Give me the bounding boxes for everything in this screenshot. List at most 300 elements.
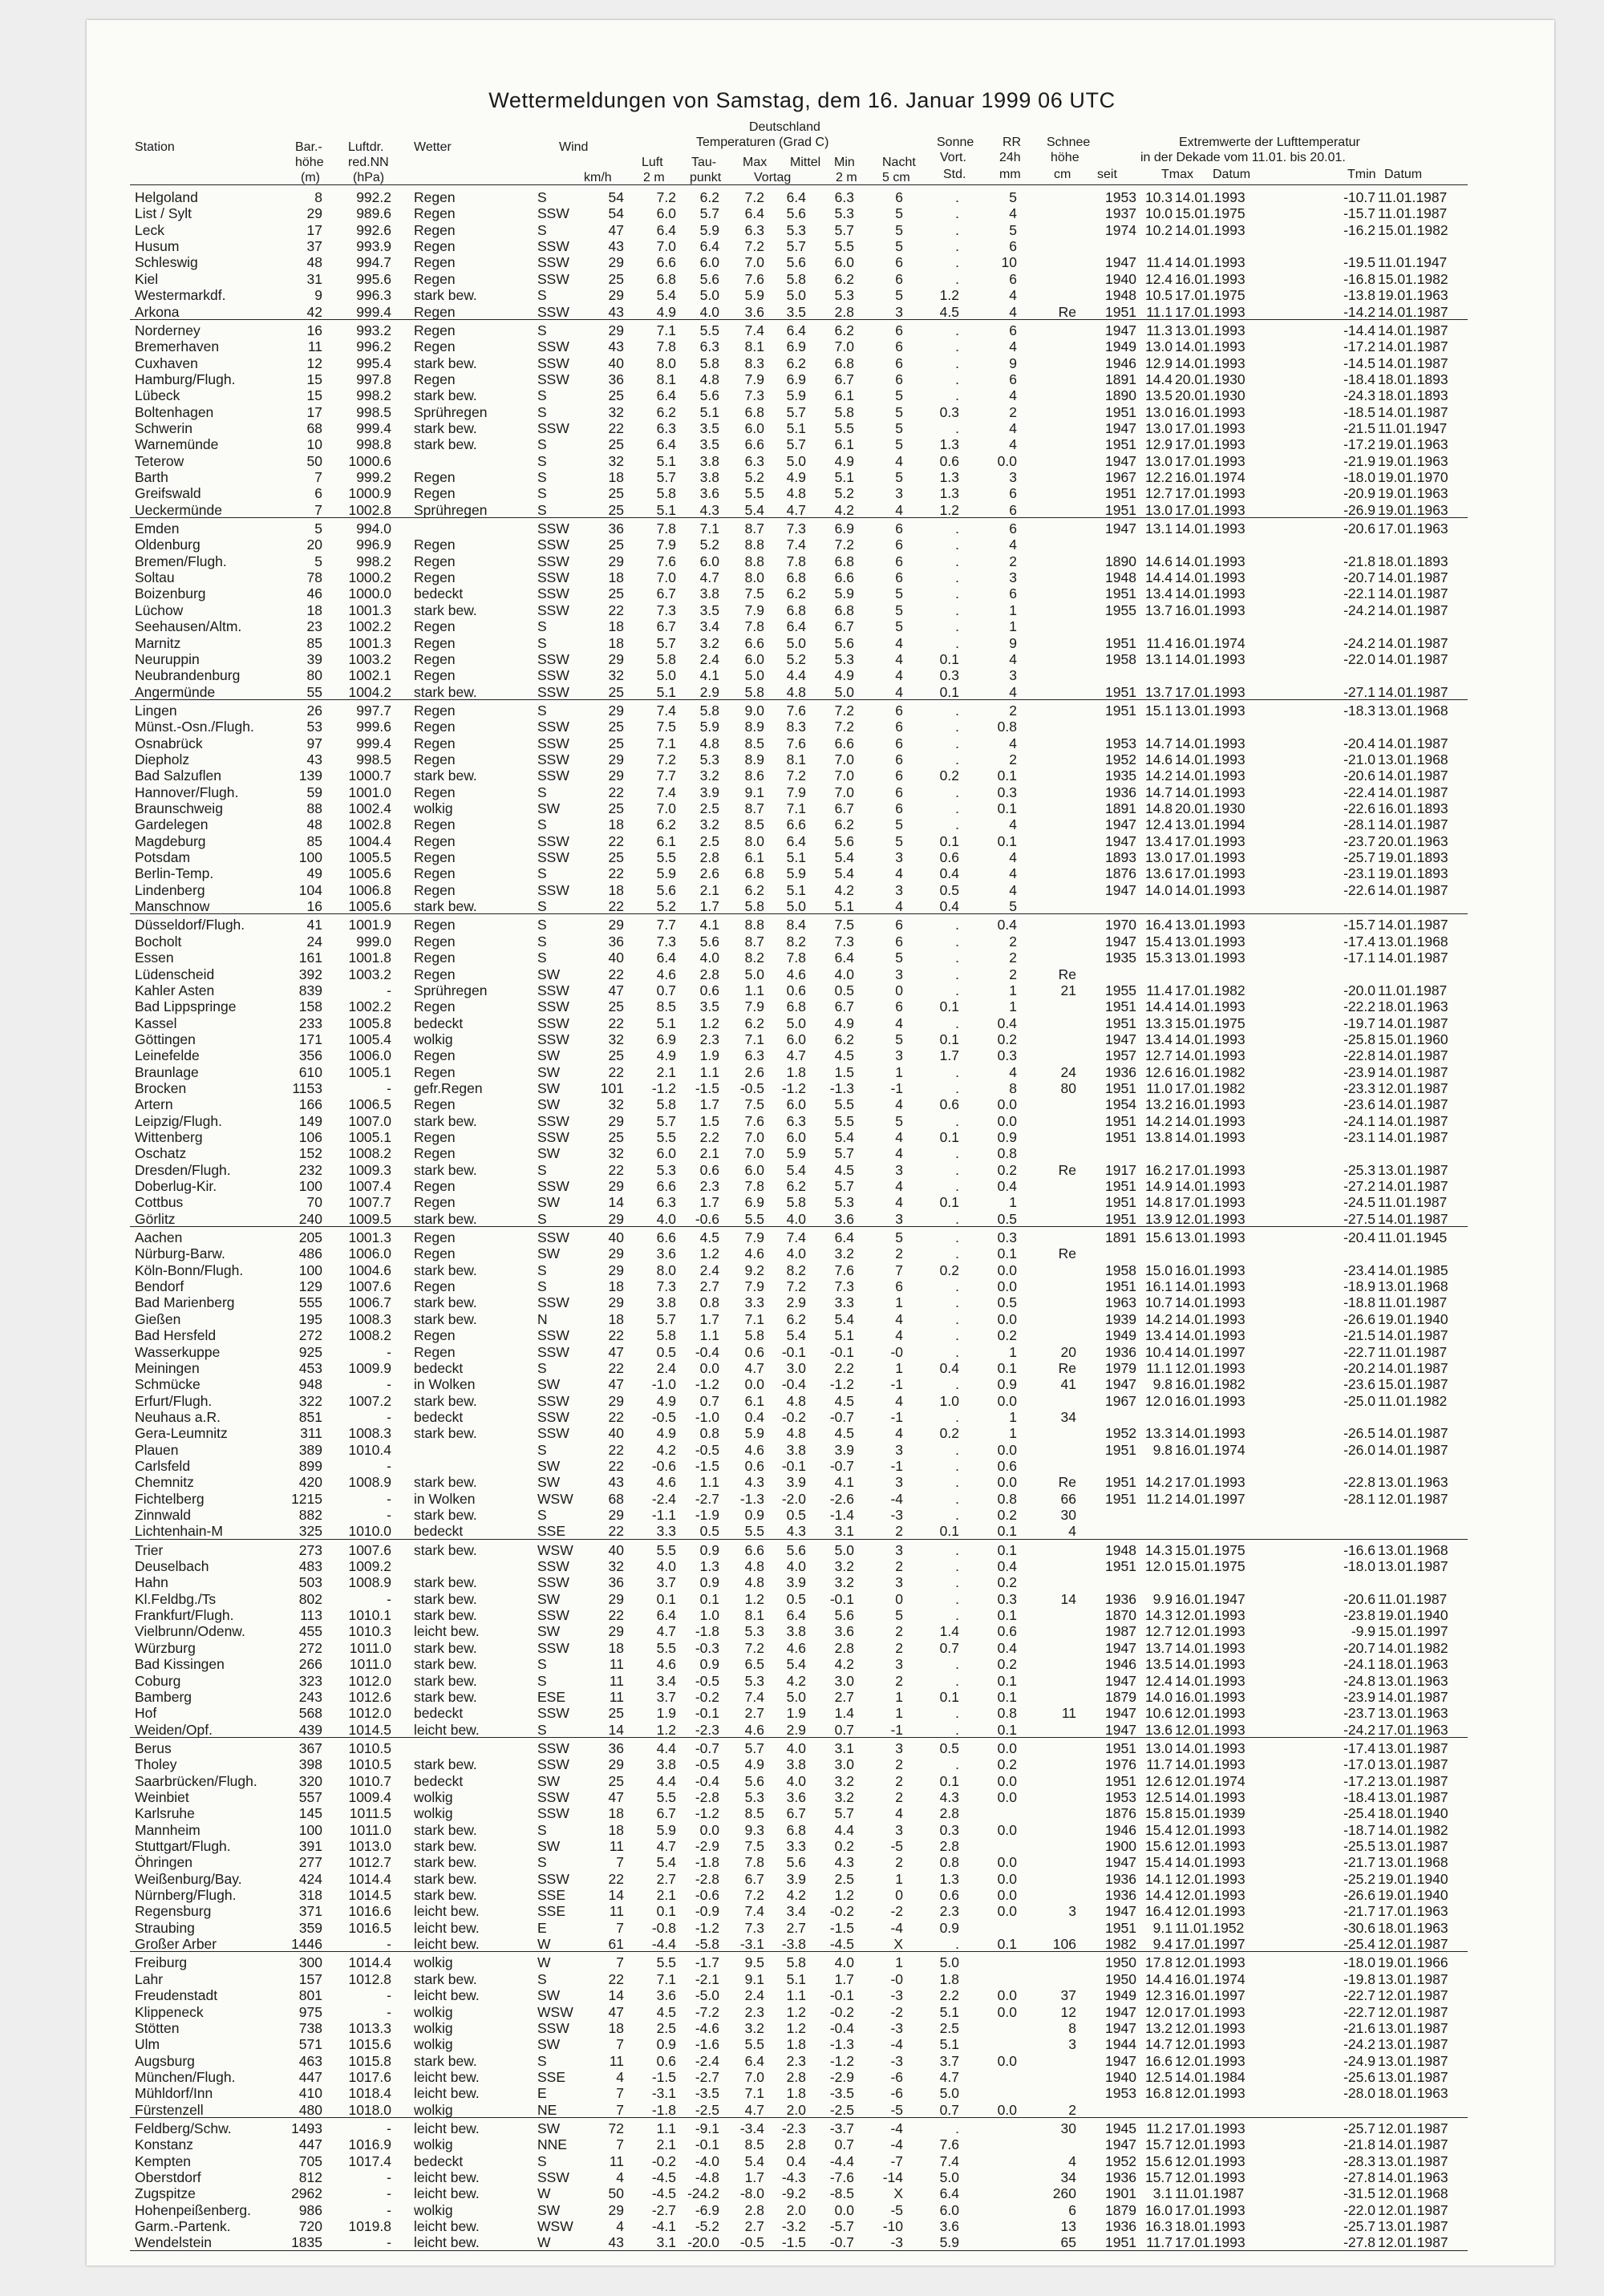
cell-wind-speed: 68 xyxy=(608,1490,624,1507)
cell-height: 152 xyxy=(298,1145,322,1162)
cell-tmin: -26.5 xyxy=(1343,1425,1375,1442)
cell-tmax: 15.7 xyxy=(1144,2136,1173,2153)
station-row xyxy=(0,1523,1604,1539)
cell-wind-dir: W xyxy=(537,2234,551,2251)
cell-night-ground: 4 xyxy=(895,1145,903,1162)
cell-mean-temp: 2.9 xyxy=(786,1721,806,1738)
cell-since: 1947 xyxy=(1105,1639,1136,1656)
cell-air-temp: 4.9 xyxy=(656,303,676,320)
cell-since: 1891 xyxy=(1105,1229,1136,1245)
cell-dewpoint: 4.8 xyxy=(699,371,719,387)
cell-dewpoint: -2.9 xyxy=(695,1838,719,1854)
cell-dewpoint: -1.5 xyxy=(695,1079,719,1096)
cell-min-temp: 0.2 xyxy=(834,1838,854,1854)
cell-max-temp: 3.2 xyxy=(744,2019,764,2036)
cell-since: 1936 xyxy=(1105,1063,1136,1080)
cell-min-temp: 7.0 xyxy=(834,751,854,767)
cell-tmin-date: 12.01.1987 xyxy=(1378,1987,1448,2004)
cell-height: 272 xyxy=(298,1639,322,1656)
header-tmax-date: Datum xyxy=(1213,168,1251,181)
cell-height: 398 xyxy=(298,1756,322,1773)
cell-tmin: -24.3 xyxy=(1343,387,1375,404)
cell-precipitation: 9 xyxy=(1009,634,1017,651)
cell-since: 1958 xyxy=(1105,650,1136,667)
cell-mean-temp: 5.4 xyxy=(786,1656,806,1673)
cell-since: 1951 xyxy=(1105,436,1136,453)
cell-height: 100 xyxy=(298,1178,322,1194)
cell-min-temp: 6.7 xyxy=(834,371,854,387)
cell-since: 1951 xyxy=(1105,585,1136,602)
cell-precipitation: 0.4 xyxy=(997,1178,1017,1194)
cell-tmin: -22.0 xyxy=(1343,650,1375,667)
cell-pressure: 1012.0 xyxy=(348,1705,391,1722)
cell-tmin-date: 14.01.1987 xyxy=(1378,650,1448,667)
cell-tmax-date: 16.01.1993 xyxy=(1175,1261,1246,1278)
cell-air-temp: 5.5 xyxy=(656,849,676,865)
cell-height: 1835 xyxy=(291,2234,322,2251)
cell-tmin-date: 14.01.1987 xyxy=(1378,1178,1448,1194)
cell-height: 1446 xyxy=(291,1936,322,1953)
cell-max-temp: 4.6 xyxy=(744,1721,764,1738)
cell-wind-speed: 18 xyxy=(608,1310,624,1327)
cell-tmin: -26.0 xyxy=(1343,1441,1375,1458)
cell-tmin: -25.8 xyxy=(1343,1031,1375,1047)
cell-station: Kahler Asten xyxy=(135,982,215,998)
cell-since: 1951 xyxy=(1105,1178,1136,1194)
cell-mean-temp: -3.2 xyxy=(781,2218,806,2234)
cell-wind-speed: 25 xyxy=(608,270,624,287)
cell-tmin: -24.2 xyxy=(1343,2036,1375,2053)
cell-pressure: 1001.9 xyxy=(348,917,391,933)
cell-since: 1953 xyxy=(1105,2085,1136,2102)
cell-max-temp: -0.5 xyxy=(739,1079,764,1096)
group-separator xyxy=(130,1226,1468,1227)
station-row xyxy=(0,1854,1604,1870)
cell-tmax: 13.0 xyxy=(1144,849,1173,865)
cell-night-ground: -1 xyxy=(890,1721,903,1738)
cell-snow-depth: 4 xyxy=(1068,1523,1076,1540)
cell-sunshine: . xyxy=(955,322,959,338)
cell-precipitation: 0.8 xyxy=(997,1705,1017,1722)
cell-sunshine: 1.8 xyxy=(939,1970,959,1987)
cell-height: 149 xyxy=(298,1112,322,1129)
cell-pressure: 999.4 xyxy=(356,303,391,320)
cell-weather: stark bew. xyxy=(414,1261,477,1278)
cell-tmin-date: 11.01.1987 xyxy=(1378,1194,1448,1211)
cell-station: Bad Hersfeld xyxy=(135,1327,217,1344)
cell-dewpoint: 0.6 xyxy=(699,982,719,998)
cell-weather: Regen xyxy=(414,865,456,882)
cell-wind-dir: SW xyxy=(537,1772,561,1789)
cell-tmax-date: 13.01.1993 xyxy=(1175,950,1246,966)
cell-min-temp: -1.3 xyxy=(829,2036,854,2053)
cell-dewpoint: -1.6 xyxy=(695,2036,719,2053)
cell-sunshine: 4.5 xyxy=(939,303,959,320)
station-row xyxy=(0,1822,1604,1838)
cell-max-temp: 4.9 xyxy=(744,1756,764,1773)
cell-since: 1891 xyxy=(1105,800,1136,816)
cell-tmin-date: 14.01.1987 xyxy=(1378,917,1448,933)
cell-tmax: 15.8 xyxy=(1144,1805,1173,1822)
cell-wind-speed: 47 xyxy=(608,1376,624,1393)
cell-wind-dir: SW xyxy=(537,800,561,816)
cell-mean-temp: 5.2 xyxy=(786,650,806,667)
cell-height: 129 xyxy=(298,1278,322,1295)
cell-tmin: -24.2 xyxy=(1343,601,1375,618)
cell-pressure: 1002.8 xyxy=(348,501,391,518)
cell-weather: leicht bew. xyxy=(414,1721,480,1738)
cell-tmin: -24.8 xyxy=(1343,1672,1375,1689)
cell-min-temp: 2.8 xyxy=(834,303,854,320)
cell-pressure: 1006.7 xyxy=(348,1294,391,1311)
cell-night-ground: 1 xyxy=(895,1954,903,1971)
cell-mean-temp: 6.4 xyxy=(786,322,806,338)
cell-height: 802 xyxy=(298,1590,322,1607)
cell-mean-temp: 7.8 xyxy=(786,950,806,966)
cell-height: 46 xyxy=(306,585,322,602)
station-row xyxy=(0,1031,1604,1047)
cell-since: 1949 xyxy=(1105,1327,1136,1344)
cell-weather: Regen xyxy=(414,1278,456,1295)
cell-max-temp: 0.6 xyxy=(744,1457,764,1474)
cell-max-temp: 5.8 xyxy=(744,898,764,915)
cell-sunshine: 2.5 xyxy=(939,2019,959,2036)
cell-tmax-date: 17.01.1993 xyxy=(1175,1194,1246,1211)
cell-since: 1900 xyxy=(1105,1838,1136,1854)
cell-mean-temp: -1.2 xyxy=(781,1079,806,1096)
cell-pressure: - xyxy=(387,2201,391,2218)
cell-pressure: 999.0 xyxy=(356,933,391,950)
cell-mean-temp: 3.8 xyxy=(786,1756,806,1773)
cell-dewpoint: 6.0 xyxy=(699,254,719,271)
cell-weather: leicht bew. xyxy=(414,1903,480,1920)
cell-tmax-date: 15.01.1975 xyxy=(1175,205,1246,222)
cell-min-temp: 6.6 xyxy=(834,735,854,751)
cell-air-temp: 4.9 xyxy=(656,1047,676,1064)
cell-mean-temp: 3.6 xyxy=(786,1788,806,1805)
cell-mean-temp: 4.7 xyxy=(786,1047,806,1064)
cell-sunshine: . xyxy=(955,917,959,933)
cell-since: 1947 xyxy=(1105,816,1136,833)
cell-max-temp: 5.5 xyxy=(744,485,764,502)
cell-mean-temp: 4.8 xyxy=(786,683,806,700)
cell-night-ground: 6 xyxy=(895,767,903,784)
cell-mean-temp: 4.2 xyxy=(786,1672,806,1689)
cell-dewpoint: 2.8 xyxy=(699,849,719,865)
cell-weather: bedeckt xyxy=(414,585,464,602)
cell-wind-speed: 25 xyxy=(608,1128,624,1145)
cell-tmax-date: 12.01.1993 xyxy=(1175,1903,1246,1920)
cell-tmax: 15.6 xyxy=(1144,1838,1173,1854)
station-row xyxy=(0,585,1604,601)
cell-max-temp: 5.0 xyxy=(744,966,764,982)
cell-mean-temp: 5.4 xyxy=(786,1161,806,1178)
cell-tmin-date: 14.01.1987 xyxy=(1378,1096,1448,1113)
cell-wind-dir: S xyxy=(537,287,547,304)
cell-pressure: 1005.1 xyxy=(348,1063,391,1080)
cell-tmin: -18.4 xyxy=(1343,371,1375,387)
cell-tmin-date: 13.01.1968 xyxy=(1378,1854,1448,1871)
cell-wind-speed: 25 xyxy=(608,998,624,1015)
cell-station: Hannover/Flugh. xyxy=(135,784,239,800)
cell-wind-dir: SSW xyxy=(537,735,569,751)
cell-sunshine: 1.3 xyxy=(939,436,959,453)
cell-wind-speed: 25 xyxy=(608,800,624,816)
cell-air-temp: -1.1 xyxy=(651,1507,676,1523)
cell-tmin: -19.8 xyxy=(1343,1970,1375,1987)
cell-since: 1951 xyxy=(1105,683,1136,700)
cell-dewpoint: -0.5 xyxy=(695,1441,719,1458)
cell-tmax: 11.7 xyxy=(1146,1756,1173,1773)
cell-min-temp: 4.9 xyxy=(834,452,854,469)
cell-mean-temp: 7.1 xyxy=(786,800,806,816)
station-row xyxy=(0,1015,1604,1031)
cell-mean-temp: 3.3 xyxy=(786,1838,806,1854)
cell-wind-speed: 40 xyxy=(608,1541,624,1558)
cell-tmax: 14.7 xyxy=(1144,2036,1173,2053)
cell-height: 166 xyxy=(298,1096,322,1113)
cell-wind-speed: 36 xyxy=(608,520,624,537)
cell-height: 371 xyxy=(298,1903,322,1920)
cell-station: Brocken xyxy=(135,1079,187,1096)
cell-wind-speed: 25 xyxy=(608,683,624,700)
cell-tmin-date: 14.01.1987 xyxy=(1378,585,1448,602)
cell-tmin-date: 18.01.1963 xyxy=(1378,1919,1448,1936)
cell-max-temp: 2.7 xyxy=(744,2218,764,2234)
cell-station: Köln-Bonn/Flugh. xyxy=(135,1261,244,1278)
cell-max-temp: 8.7 xyxy=(744,800,764,816)
cell-tmin-date: 14.01.1987 xyxy=(1378,338,1448,355)
cell-weather: stark bew. xyxy=(414,898,477,915)
cell-station: Bocholt xyxy=(135,933,182,950)
cell-sunshine: . xyxy=(955,800,959,816)
cell-wind-speed: 25 xyxy=(608,436,624,453)
cell-since: 1951 xyxy=(1105,1772,1136,1789)
cell-sunshine: 0.7 xyxy=(939,2101,959,2118)
cell-min-temp: -0.1 xyxy=(829,1590,854,1607)
cell-precipitation: 0.1 xyxy=(997,1359,1017,1376)
cell-weather: Regen xyxy=(414,485,456,502)
cell-tmin-date: 11.01.1947 xyxy=(1378,254,1448,271)
cell-station: Boizenburg xyxy=(135,585,206,602)
cell-tmin-date: 19.01.1963 xyxy=(1378,287,1448,304)
station-row xyxy=(0,2069,1604,2085)
station-row xyxy=(0,569,1604,585)
cell-min-temp: -4.5 xyxy=(829,1936,854,1953)
cell-dewpoint: -0.9 xyxy=(695,1903,719,1920)
cell-sunshine: . xyxy=(955,1327,959,1344)
cell-tmax-date: 14.01.1993 xyxy=(1175,784,1246,800)
station-row xyxy=(0,254,1604,270)
cell-min-temp: -0.1 xyxy=(829,1987,854,2004)
station-row xyxy=(0,898,1604,914)
cell-air-temp: 5.1 xyxy=(656,1014,676,1031)
cell-station: Westermarkdf. xyxy=(135,287,226,304)
station-row xyxy=(0,602,1604,618)
cell-air-temp: 5.1 xyxy=(656,452,676,469)
cell-wind-speed: 36 xyxy=(608,371,624,387)
cell-weather: Regen xyxy=(414,917,456,933)
cell-station: Freiburg xyxy=(135,1954,188,1971)
cell-night-ground: -3 xyxy=(890,1507,903,1523)
cell-height: 59 xyxy=(306,784,322,800)
cell-dewpoint: 3.4 xyxy=(699,618,719,635)
cell-wind-speed: 40 xyxy=(608,950,624,966)
cell-pressure: 1016.9 xyxy=(348,2136,391,2153)
cell-wind-dir: S xyxy=(537,950,547,966)
cell-pressure: 1008.9 xyxy=(348,1474,391,1491)
cell-pressure: - xyxy=(387,1590,391,1607)
cell-wind-speed: 29 xyxy=(608,1294,624,1311)
station-row xyxy=(0,420,1604,436)
station-row xyxy=(0,703,1604,719)
cell-min-temp: 1.2 xyxy=(834,1887,854,1903)
station-row xyxy=(0,1425,1604,1441)
cell-height: 48 xyxy=(306,816,322,833)
group-separator xyxy=(130,517,1468,518)
cell-night-ground: 3 xyxy=(895,881,903,898)
cell-sunshine: 0.6 xyxy=(939,1096,959,1113)
cell-tmax: 16.6 xyxy=(1144,2052,1173,2069)
cell-max-temp: 0.9 xyxy=(744,1507,764,1523)
cell-air-temp: 7.2 xyxy=(656,751,676,767)
cell-wind-speed: 18 xyxy=(608,1805,624,1822)
station-row xyxy=(0,1887,1604,1903)
cell-tmin-date: 15.01.1982 xyxy=(1378,221,1448,238)
cell-height: 205 xyxy=(298,1229,322,1245)
cell-night-ground: 3 xyxy=(895,303,903,320)
cell-tmin-date: 15.01.1982 xyxy=(1378,270,1448,287)
cell-precipitation: 0.0 xyxy=(997,1903,1017,1920)
cell-pressure: 1013.0 xyxy=(348,1838,391,1854)
cell-dewpoint: -7.2 xyxy=(695,2003,719,2020)
cell-mean-temp: 6.4 xyxy=(786,1607,806,1624)
cell-night-ground: X xyxy=(893,1936,903,1953)
station-row xyxy=(0,950,1604,966)
cell-since: 1947 xyxy=(1105,2019,1136,2036)
cell-dewpoint: -2.7 xyxy=(695,2068,719,2085)
cell-precipitation: 3 xyxy=(1009,667,1017,684)
cell-pressure: 1009.3 xyxy=(348,1161,391,1178)
cell-station: Freudenstadt xyxy=(135,1987,218,2004)
cell-since: 1937 xyxy=(1105,205,1136,222)
header-air-2: 2 m xyxy=(643,171,665,184)
cell-wind-speed: 61 xyxy=(608,1936,624,1953)
cell-since: 1946 xyxy=(1105,1656,1136,1673)
cell-max-temp: 2.4 xyxy=(744,1987,764,2004)
cell-tmax: 14.2 xyxy=(1144,1112,1173,1129)
cell-station: Görlitz xyxy=(135,1210,176,1227)
cell-min-temp: 5.3 xyxy=(834,205,854,222)
cell-tmax: 17.8 xyxy=(1144,1954,1173,1971)
cell-min-temp: -0.7 xyxy=(829,1457,854,1474)
cell-station: Bad Salzuflen xyxy=(135,767,221,784)
station-row xyxy=(0,1838,1604,1854)
station-row xyxy=(0,1491,1604,1507)
cell-air-temp: 6.2 xyxy=(656,403,676,420)
cell-wind-dir: SW xyxy=(537,1245,561,1262)
cell-precipitation: 0.1 xyxy=(997,1672,1017,1689)
cell-sunshine: . xyxy=(955,270,959,287)
cell-tmin: -22.0 xyxy=(1343,2201,1375,2218)
cell-air-temp: 6.4 xyxy=(656,1607,676,1624)
cell-weather: Regen xyxy=(414,933,456,950)
cell-tmax: 3.1 xyxy=(1152,2185,1173,2202)
cell-night-ground: 5 xyxy=(895,419,903,436)
cell-sunshine: . xyxy=(955,634,959,651)
cell-pressure: 1002.2 xyxy=(348,618,391,635)
cell-dewpoint: 2.9 xyxy=(699,683,719,700)
cell-height: 410 xyxy=(298,2085,322,2102)
cell-wind-speed: 32 xyxy=(608,403,624,420)
cell-night-ground: 4 xyxy=(895,683,903,700)
cell-weather: Regen xyxy=(414,1343,456,1360)
cell-tmin-date: 12.01.1987 xyxy=(1378,2234,1448,2251)
cell-max-temp: 5.5 xyxy=(744,2036,764,2053)
cell-min-temp: -8.5 xyxy=(829,2185,854,2202)
cell-tmin: -19.7 xyxy=(1343,1014,1375,1031)
cell-snow-depth: 65 xyxy=(1060,2234,1076,2251)
cell-tmin-date: 11.01.1987 xyxy=(1378,1294,1448,1311)
cell-precipitation: 0.0 xyxy=(997,1887,1017,1903)
cell-precipitation: 0.0 xyxy=(997,1278,1017,1295)
cell-dewpoint: -0.1 xyxy=(695,1705,719,1722)
station-row xyxy=(0,1805,1604,1821)
cell-wind-speed: 7 xyxy=(616,1919,624,1936)
cell-height: 557 xyxy=(298,1788,322,1805)
cell-sunshine: . xyxy=(955,784,959,800)
cell-mean-temp: 8.3 xyxy=(786,719,806,735)
cell-dewpoint: 3.8 xyxy=(699,585,719,602)
cell-wind-speed: 7 xyxy=(616,2036,624,2053)
cell-sunshine: . xyxy=(955,1490,959,1507)
cell-tmax-date: 16.01.1993 xyxy=(1175,601,1246,618)
cell-weather: stark bew. xyxy=(414,1854,477,1871)
cell-height: 8 xyxy=(314,189,322,205)
cell-station: Emden xyxy=(135,520,180,537)
cell-precipitation: 1 xyxy=(1009,1408,1017,1425)
cell-mean-temp: -4.3 xyxy=(781,2169,806,2185)
header-rain-2: 24h xyxy=(999,151,1021,164)
cell-wind-speed: 4 xyxy=(616,2068,624,2085)
cell-pressure: 1016.6 xyxy=(348,1903,391,1920)
cell-tmin: -18.0 xyxy=(1343,469,1375,485)
cell-mean-temp: 3.9 xyxy=(786,1574,806,1591)
cell-wind-dir: SW xyxy=(537,1194,561,1211)
header-wind: Wind xyxy=(559,140,589,154)
cell-tmax-date: 17.01.1993 xyxy=(1175,1474,1246,1491)
cell-tmax: 16.0 xyxy=(1144,2201,1173,2218)
cell-station: Kl.Feldbg./Ts xyxy=(135,1590,217,1607)
cell-weather: Regen xyxy=(414,751,456,767)
cell-since: 1951 xyxy=(1105,303,1136,320)
cell-precipitation: 6 xyxy=(1009,585,1017,602)
station-row xyxy=(0,2053,1604,2069)
cell-tmax-date: 16.01.1947 xyxy=(1175,1590,1246,1607)
cell-height: 161 xyxy=(298,950,322,966)
station-row xyxy=(0,1162,1604,1178)
cell-min-temp: 4.5 xyxy=(834,1161,854,1178)
cell-wind-speed: 22 xyxy=(608,1970,624,1987)
cell-wind-dir: SSW xyxy=(537,2019,569,2036)
cell-tmin: -24.5 xyxy=(1343,1194,1375,1211)
cell-height: 447 xyxy=(298,2136,322,2153)
cell-min-temp: 5.3 xyxy=(834,650,854,667)
cell-wind-dir: S xyxy=(537,1441,547,1458)
cell-sunshine: . xyxy=(955,816,959,833)
cell-mean-temp: 5.7 xyxy=(786,403,806,420)
cell-mean-temp: 1.2 xyxy=(786,2019,806,2036)
